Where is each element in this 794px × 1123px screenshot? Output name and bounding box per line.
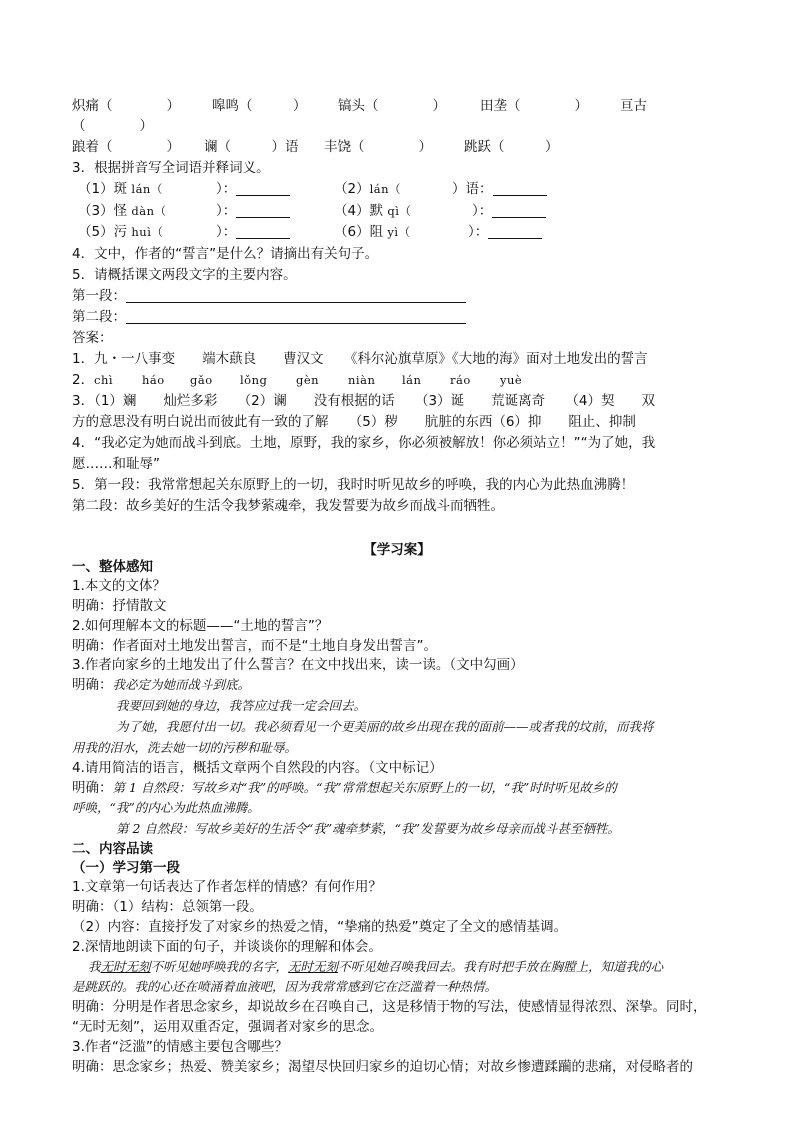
answer-blank[interactable] (488, 224, 542, 239)
s1-answer-1: 明确：抒情散文 (72, 598, 167, 614)
s1-answer-3-label: 明确： (72, 677, 113, 693)
quote-text: 我 (88, 959, 101, 974)
q3-item-label: （6）阻 (334, 224, 384, 240)
q3-item-end: ）： (216, 181, 237, 197)
s1-question-1: 1.本文的文体？ (72, 578, 166, 594)
answer-pinyin: yuè (500, 373, 523, 387)
vocab-item: 镐头（ ） (338, 98, 446, 114)
answer-pinyin: gèn (296, 373, 320, 387)
q3-item-pinyin: lán（ (369, 182, 402, 196)
para1-label: 第一段： (72, 288, 126, 304)
q3-item-end: ）： (472, 203, 493, 219)
section-1-heading: 一、整体感知 (72, 559, 153, 575)
answer-blank[interactable] (236, 181, 290, 196)
answer-blank[interactable] (236, 203, 290, 218)
answer-blank[interactable] (493, 181, 547, 196)
para2-blank[interactable] (126, 309, 466, 324)
q3-item-pinyin: dàn（ (131, 204, 167, 218)
summary-text: 第 2 自然段：写故乡美好的生活令“我”魂牵梦萦，“我”发誓要为故乡母亲而战斗甚至牺牲。 (116, 821, 620, 836)
s2-answer-3-line-1: 明确：思念家乡；热爱、赞美家乡；渴望尽快回归家乡的迫切心情；对故乡惨遭蹂躏的悲痛，对侵略者的 (72, 1059, 693, 1075)
quote-line-1 (88, 958, 663, 976)
oath-line: 我必定为她而战斗到底。 (112, 677, 251, 692)
s2-answer-2-line-2: “无时无刻”，运用双重否定，强调者对家乡的思念。 (72, 1019, 383, 1035)
para1-blank[interactable] (126, 288, 466, 303)
q3-item-label: （4）默 (334, 203, 384, 219)
vocab-item: 炽痛（ ） (72, 98, 180, 114)
s1-answer-3-line-1 (72, 676, 250, 694)
summary-text: 第 1 自然段：写故乡对“我”的呼唤。“我”常常想起关东原野上的一切，“我”时时听见故乡的 (112, 780, 617, 795)
question-4: 4．文中，作者的“誓言”是什么？请摘出有关句子。 (72, 246, 379, 262)
quote-line-2: 是跳跃的。我的心还在喷涌着血液吧，因为我常常感到它在泛滥着一种热情。 (72, 979, 498, 994)
vocab-item: 亘古 (620, 98, 647, 114)
q3-item-pinyin: huì（ (131, 225, 164, 239)
answer-pinyin: ráo (450, 373, 471, 387)
quote-underline: 无时无刻 (288, 959, 339, 974)
s1-question-2: 2.如何理解本文的标题——“土地的誓言”？ (72, 618, 329, 634)
answer-pinyin: lǒng (240, 373, 268, 387)
s1-answer-2: 明确：作者面对土地发出誓言，而不是“土地自身发出誓言”。 (72, 638, 437, 654)
answer-5-line-1: 5．第一段：我常常想起关东原野上的一切，我时时听见故乡的呼唤，我的内心为此热血沸腾！ (72, 477, 635, 493)
quote-underline: 无时无刻 (100, 959, 151, 974)
vocab-item: 丰饶（ ） (324, 139, 432, 155)
vocab-item: 跳跃（ ） (464, 139, 559, 155)
quote-text: 不听见她召唤我回去。我有时把手放在胸膛上，知道我的心 (338, 959, 664, 974)
s1-question-3: 3.作者向家乡的土地发出了什么誓言？在文中找出来，读一读。（文中勾画） (72, 657, 524, 673)
para2-label: 第二段： (72, 309, 126, 325)
section-2-subheading: （一）学习第一段 (72, 860, 180, 876)
answer-4-line-1: 4．“我必定为她而战斗到底。土地，原野，我的家乡，你必须被解放！你必须站立！”“为了她，我 (72, 435, 656, 451)
summary-text: 呼唤，“我”的内心为此热血沸腾。 (72, 800, 260, 815)
para2-line (72, 308, 466, 326)
oath-line: 用我的泪水，洗去她一切的污秽和耻辱。 (72, 740, 298, 755)
question-3-title: 3．根据拼音写全词语并释词义。 (72, 160, 270, 176)
s1-question-4: 4.请用简洁的语言，概括文章两个自然段的内容。（文中标记） (72, 760, 443, 776)
q3-item-end: ）： (216, 203, 237, 219)
q3-item-end: ）： (216, 224, 237, 240)
q3-item-pinyin: lán（ (131, 182, 163, 196)
answer-3-line-1: 3．（1）斓 灿烂多彩 （2）谰 没有根据的话 （3）诞 荒诞离奇 （4）契 双 (72, 393, 655, 409)
q3-item-label: （2） (334, 181, 370, 197)
vocab-item: 踉着（ ） (72, 139, 180, 155)
q3-item-end: ）： (468, 224, 489, 240)
answer-pinyin: háo (142, 373, 165, 387)
q3-item-label: （5）污 (78, 224, 128, 240)
answer-1: 1．九・一八事变 端木蕻良 曹汉文 《科尔沁旗草原》《大地的海》面对土地发出的誓言 (72, 351, 648, 367)
q3-item-end: ）语： (452, 181, 493, 197)
q3-item-pinyin: qì（ (387, 204, 412, 218)
answer-pinyin: lán (402, 373, 422, 387)
answer-pinyin: gǎo (190, 373, 213, 387)
quote-text: 不听见她呼唤我的名字， (150, 959, 289, 974)
question-5: 5．请概括课文两段文字的主要内容。 (72, 267, 297, 283)
answer-5-line-2: 第二段：故乡美好的生活令我梦萦魂牵，我发誓要为故乡而战斗而牺牲。 (72, 498, 504, 514)
vocab-item: 田垄（ ） (480, 98, 588, 114)
answer-blank[interactable] (236, 224, 290, 239)
s1-answer-4-line-1 (72, 779, 617, 797)
q3-item-label: （1）斑 (78, 181, 128, 197)
s2-answer-1-line-2: （2）内容：直接抒发了对家乡的热爱之情，“挚痛的热爱”奠定了全文的感情基调。 (72, 919, 568, 935)
vocab-row-1-cont: （ ） (72, 118, 153, 134)
answer-2-num: 2． (72, 372, 95, 388)
s2-answer-2-line-1: 明确：分明是作者思念家乡，却说故乡在召唤自己，这是移情于物的写法，使感情显得浓烈、深挚。同时， (72, 999, 707, 1015)
q3-item-pinyin: yì（ (387, 225, 411, 239)
answer-pinyin: chì (94, 373, 114, 387)
s2-question-2: 2.深情地朗读下面的句子，并谈谈你的理解和体会。 (72, 939, 382, 955)
s2-question-3: 3.作者“泛滥”的情感主要包含哪些？ (72, 1039, 288, 1055)
oath-line: 为了她，我愿付出一切。我必须看见一个更美丽的故乡出现在我的面前——或者我的坟前，而我将 (116, 719, 654, 734)
oath-line: 我要回到她的身边，我答应过我一定会回去。 (116, 698, 367, 713)
q3-item-label: （3）怪 (78, 203, 128, 219)
s1-answer-4-label: 明确： (72, 780, 113, 796)
answer-blank[interactable] (492, 203, 546, 218)
para1-line (72, 287, 466, 305)
answer-3-line-2: 方的意思没有明白说出而彼此有一致的了解 （5）秽 肮脏的东西（6）抑 阻止、抑制 (72, 414, 636, 430)
answer-4-line-2: 愿……和耻辱” (72, 456, 160, 472)
answer-pinyin: niàn (348, 373, 376, 387)
s2-answer-1-line-1: 明确：（1）结构：总领第一段。 (72, 899, 263, 915)
s2-question-1: 1.文章第一句话表达了作者怎样的情感？有何作用？ (72, 879, 382, 895)
vocab-item: 嗥鸣（ ） (212, 98, 307, 114)
answer-2 (72, 371, 523, 389)
answers-title: 答案： (72, 330, 113, 346)
vocab-item: 谰（ ）语 (204, 139, 299, 155)
study-heading: 【学习案】 (363, 542, 431, 558)
section-2-heading: 二、内容品读 (72, 841, 153, 857)
